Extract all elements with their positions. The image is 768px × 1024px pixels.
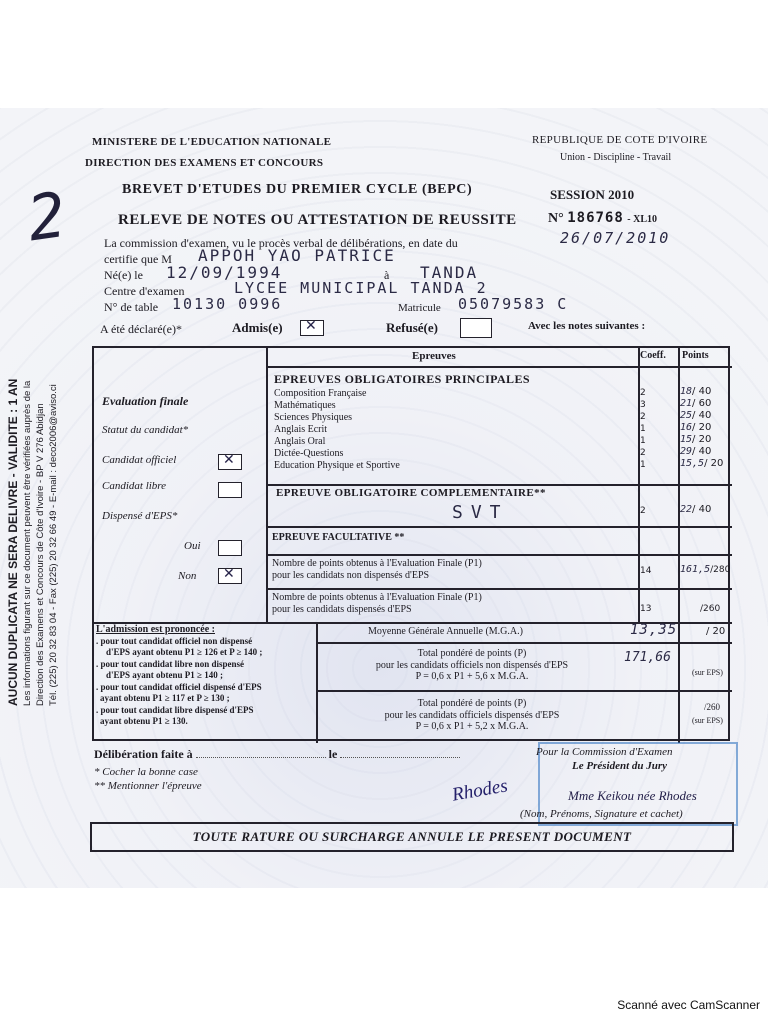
subject-coef: 1 [640,460,646,470]
p1-dispense-line2: pour les candidats dispensés d'EPS [272,604,412,615]
refuse-checkbox[interactable] [460,318,492,338]
admission-rule: . pour tout candidat libre dispensé d'EPS [96,704,254,715]
declared-label: A été déclaré(e)* [100,322,182,336]
warning-box [90,822,734,852]
mga-value: 13,35 [630,622,678,638]
eval-title: Evaluation finale [102,394,189,408]
subject-coef: 2 [640,388,646,398]
candidate-name: APPOH YAO PATRICE [198,246,396,265]
table-label: N° de table [104,300,159,314]
facult-title: EPREUVE FACULTATIVE ** [272,532,405,543]
side-text-line2: Les informations figurant sur ce document peuvent être vérifiées auprès de la [22,380,33,706]
subject-coef: 2 [640,448,646,458]
subject-coef: 1 [640,436,646,446]
birth-date: 12/09/1994 [166,263,283,282]
number-suffix: - XL10 [627,214,658,225]
subject-coef: 3 [640,400,646,410]
refuse-label: Refusé(e) [386,320,438,335]
total-non-dispense [322,648,622,683]
p1-dispense [272,592,482,616]
admission-rule: ayant obtenu P1 ≥ 117 et P ≥ 130 ; [100,693,230,703]
dispense-title: Dispensé d'EPS* [102,510,178,522]
admis-checkbox-mark: ✕ [305,318,317,334]
total-dispense [322,698,622,733]
col-coef: Coeff. [640,350,666,361]
subject-points: 29/ 40 [680,446,712,457]
non-label: Non [178,570,197,582]
p1-dispense-max: /260 [700,604,721,614]
admission-rule: . pour tout candidat libre non dispensé [96,658,244,669]
total-dispense-formula: P = 0,6 x P1 + 5,2 x M.G.A. [415,721,529,732]
non-checkbox-mark: ✕ [223,566,235,582]
subject-points: 18/ 40 [680,386,712,397]
commission-text: La commission d'examen, vu le procès verbal de délibérations, en date du [104,236,458,250]
signature: Rhodes [450,775,510,806]
subject-row: Anglais Oral [274,436,326,447]
note-2: ** Mentionner l'épreuve [94,780,202,792]
matricule-value: 05079583 C [458,295,569,313]
total-dispense-line2: pour les candidats officiels dispensés d'EPS [384,709,560,721]
compl-subject: SVT [452,502,509,523]
p1-non-dispense [272,558,482,582]
direction-label: DIRECTION DES EXAMENS ET CONCOURS [85,157,324,169]
col-points: Points [682,350,709,361]
total-non-dispense-formula: P = 0,6 x P1 + 5,6 x M.G.A. [415,671,529,682]
deliberation-date-label: le [328,747,338,761]
session-label: SESSION [550,187,605,202]
mga-label: Moyenne Générale Annuelle (M.G.A.) [368,626,523,637]
exam-title: BREVET D'ETUDES DU PREMIER CYCLE (BEPC) [122,182,473,197]
deliberation-label [94,747,460,762]
p1-dispense-coef: 13 [640,604,652,614]
compl-points: 22/ 40 [680,504,712,515]
subject-row: Dictée-Questions [274,448,344,459]
session-block [550,187,634,203]
total-dispense-line1: Total pondéré de points (P) [417,698,527,709]
total-dispense-max: /260 [704,702,721,712]
p1-dispense-line1: Nombre de points obtenus à l'Evaluation Finale (P1) [272,592,482,603]
table-number: 10130 0996 [172,295,283,313]
col-epreuves: Epreuves [412,350,456,362]
total-non-dispense-value: 171,66 [624,650,671,665]
subject-row: Sciences Physiques [274,412,353,423]
total-non-dispense-line2: pour les candidats officiels non dispensés d'EPS [375,659,569,671]
officiel-label: Candidat officiel [102,454,177,466]
oui-label: Oui [184,540,201,552]
deliberation-place-label: Délibération faite à [94,747,193,761]
subject-row: Composition Française [274,388,367,399]
admission-rule: . pour tout candidat officiel dispensé d'EPS [96,681,262,692]
mga-max: / 20 [706,626,726,637]
subject-row: Anglais Ecrit [274,424,328,435]
oblig-title: EPREUVES OBLIGATOIRES PRINCIPALES [274,372,530,386]
admis-label: Admis(e) [232,320,283,335]
camscanner-watermark: Scanné avec CamScanner [617,998,760,1012]
compl-title: EPREUVE OBLIGATOIRE COMPLEMENTAIRE** [276,487,546,499]
subject-row: Mathématiques [274,400,336,411]
p1-non-dispense-points: 161,5/280 [680,564,731,575]
commission-label: Pour la Commission d'Examen [536,746,673,758]
libre-checkbox[interactable] [218,482,242,498]
ministry-label: MINISTERE DE L'EDUCATION NATIONALE [92,136,332,148]
subject-points: 15,5/ 20 [680,458,724,469]
matricule-label: Matricule [398,302,441,314]
side-text [6,276,61,706]
officiel-checkbox-mark: ✕ [223,452,235,468]
compl-coef: 2 [640,506,646,516]
margin-mark: 2 [23,177,73,256]
side-text-line1: AUCUN DUPLICATA NE SERA DELIVRE - VALIDITE : 1 AN [6,378,20,706]
centre-label: Centre d'examen [104,284,185,298]
total-non-dispense-max: (sur EPS) [692,668,723,677]
name-hint: (Nom, Prénoms, Signature et cachet) [520,808,683,820]
libre-label: Candidat libre [102,480,167,492]
warning-text: TOUTE RATURE OU SURCHARGE ANNULE LE PRESENT DOCUMENT [192,829,632,844]
born-label: Né(e) le [104,268,143,282]
subject-coef: 1 [640,424,646,434]
birth-place-label: à [384,268,390,282]
admission-rule: . pour tout candidat officiel non dispensé [96,635,253,646]
subject-points: 15/ 20 [680,434,712,445]
status-title: Statut du candidat* [102,424,189,436]
total-dispense-max2: (sur EPS) [692,716,723,725]
subject-points: 16/ 20 [680,422,712,433]
number-block [548,210,657,227]
note-1: * Cocher la bonne case [94,766,198,778]
oui-checkbox[interactable] [218,540,242,556]
number-value: 186768 [567,210,624,226]
side-text-line4: Tél. (225) 20 32 83 04 - Fax (225) 20 32 66 49 - E-mail : deco2006@aviso.ci [48,384,59,706]
admission-rule: d'EPS ayant obtenu P1 ≥ 140 ; [106,670,223,680]
subject-row: Education Physique et Sportive [274,460,400,471]
deliberation-date: 26/07/2010 [560,229,671,247]
number-label: N° [548,211,564,226]
admission-rules [96,624,262,728]
certify-label: certifie que M [104,252,172,266]
session-year: 2010 [608,187,635,202]
president-label: Le Président du Jury [572,760,668,772]
subject-points: 21/ 60 [680,398,712,409]
admission-rule: d'EPS ayant obtenu P1 ≥ 126 et P ≥ 140 ; [106,647,263,657]
republic-label: REPUBLIQUE DE COTE D'IVOIRE [532,134,708,146]
document-title: RELEVE DE NOTES OU ATTESTATION DE REUSSITE [118,212,517,228]
subject-coef: 2 [640,412,646,422]
total-non-dispense-line1: Total pondéré de points (P) [417,648,527,659]
subject-points: 25/ 40 [680,410,712,421]
notes-label: Avec les notes suivantes : [528,320,646,332]
side-text-line3: Direction des Examens et Concours de Côte d'Ivoire - BP V 276 Abidjan [35,403,46,706]
president-name: Mme Keikou née Rhodes [568,788,697,803]
p1-non-dispense-line1: Nombre de points obtenus à l'Evaluation Finale (P1) [272,558,482,569]
admission-title: L'admission est prononcée : [96,624,215,635]
p1-non-dispense-line2: pour les candidats non dispensés d'EPS [272,570,430,581]
p1-non-dispense-coef: 14 [640,566,652,576]
admission-rule: ayant obtenu P1 ≥ 130. [100,716,188,726]
motto-label: Union - Discipline - Travail [560,152,672,163]
centre-value: LYCEE MUNICIPAL TANDA 2 [234,279,488,297]
birth-place: TANDA [420,263,479,282]
